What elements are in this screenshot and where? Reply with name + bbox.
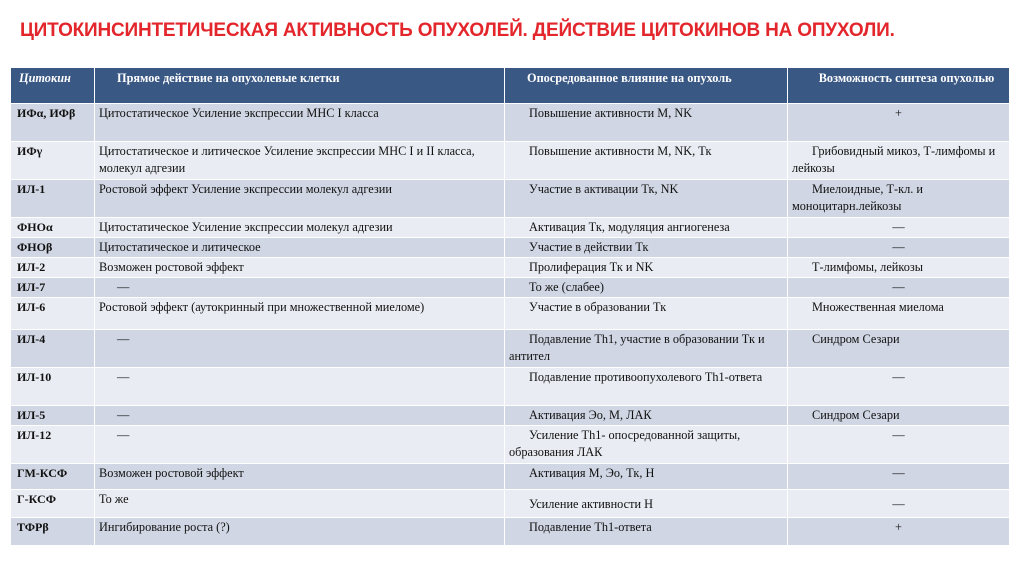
cytokine-name: ИФγ bbox=[11, 142, 95, 180]
direct-action: Цитостатическое и литическое bbox=[95, 238, 505, 258]
cytokine-name: Г-КСФ bbox=[11, 490, 95, 518]
table-header-row bbox=[11, 68, 1010, 104]
direct-action: Ростовой эффект (аутокринный при множественной миеломе) bbox=[95, 298, 505, 330]
cytokine-name: ИЛ-6 bbox=[11, 298, 95, 330]
direct-action: То же bbox=[95, 490, 505, 518]
table-row bbox=[11, 464, 1010, 490]
cytokine-name: ИЛ-7 bbox=[11, 278, 95, 298]
direct-action: Возможен ростовой эффект bbox=[95, 258, 505, 278]
indirect-influence: Пролиферация Тк и NK bbox=[505, 258, 788, 278]
header-cytokine: Цитокин bbox=[11, 68, 95, 104]
indirect-influence: Подавление Th1, участие в образовании Тк и антител bbox=[505, 330, 788, 368]
direct-action: Ростовой эффект Усиление экспрессии молекул адгезии bbox=[95, 180, 505, 218]
indirect-influence: Подавление противоопухолевого Th1-ответа bbox=[505, 368, 788, 406]
cytokine-name: ИЛ-4 bbox=[11, 330, 95, 368]
synthesis-possibility: Миелоидные, Т-кл. и моноцитарн.лейкозы bbox=[788, 180, 1010, 218]
indirect-influence: Активация Тк, модуляция ангиогенеза bbox=[505, 218, 788, 238]
direct-action: Цитостатическое Усиление экспрессии молекул адгезии bbox=[95, 218, 505, 238]
cytokine-name: ИЛ-2 bbox=[11, 258, 95, 278]
synthesis-possibility: Синдром Сезари bbox=[788, 330, 1010, 368]
indirect-influence: То же (слабее) bbox=[505, 278, 788, 298]
table-row bbox=[11, 368, 1010, 406]
synthesis-possibility: — bbox=[788, 278, 1010, 298]
indirect-influence: Участие в образовании Тк bbox=[505, 298, 788, 330]
table-row bbox=[11, 180, 1010, 218]
indirect-influence: Активация М, Эо, Тк, Н bbox=[505, 464, 788, 490]
cytokine-name: ИФα, ИФβ bbox=[11, 104, 95, 142]
cytokine-name: ИЛ-12 bbox=[11, 426, 95, 464]
table-row bbox=[11, 490, 1010, 518]
table-row bbox=[11, 142, 1010, 180]
cytokine-name: ГМ-КСФ bbox=[11, 464, 95, 490]
table-row bbox=[11, 238, 1010, 258]
cytokine-name: ФНОβ bbox=[11, 238, 95, 258]
table-row bbox=[11, 218, 1010, 238]
indirect-influence: Повышение активности М, NK bbox=[505, 104, 788, 142]
indirect-influence: Активация Эо, М, ЛАК bbox=[505, 406, 788, 426]
indirect-influence: Участие в активации Тк, NK bbox=[505, 180, 788, 218]
direct-action: Цитостатическое Усиление экспрессии МНС I класса bbox=[95, 104, 505, 142]
synthesis-possibility: Множественная миелома bbox=[788, 298, 1010, 330]
direct-action: Цитостатическое и литическое Усиление экспрессии МНС I и II класса, молекул адгезии bbox=[95, 142, 505, 180]
cytokine-table bbox=[10, 67, 1010, 546]
direct-action: — bbox=[95, 330, 505, 368]
direct-action: Возможен ростовой эффект bbox=[95, 464, 505, 490]
cytokine-name: ТФРβ bbox=[11, 518, 95, 546]
header-indirect-influence: Опосредованное влияние на опухоль bbox=[505, 68, 788, 104]
cytokine-name: ИЛ-10 bbox=[11, 368, 95, 406]
synthesis-possibility: Синдром Сезари bbox=[788, 406, 1010, 426]
indirect-influence: Усиление Th1- опосредованной защиты, образования ЛАК bbox=[505, 426, 788, 464]
table-row bbox=[11, 298, 1010, 330]
synthesis-possibility: + bbox=[788, 518, 1010, 546]
direct-action: Ингибирование роста (?) bbox=[95, 518, 505, 546]
indirect-influence: Повышение активности М, NK, Тк bbox=[505, 142, 788, 180]
direct-action: — bbox=[95, 278, 505, 298]
header-synthesis: Возможность синтеза опухолью bbox=[788, 68, 1010, 104]
direct-action: — bbox=[95, 426, 505, 464]
cytokine-name: ИЛ-5 bbox=[11, 406, 95, 426]
synthesis-possibility: + bbox=[788, 104, 1010, 142]
synthesis-possibility: — bbox=[788, 238, 1010, 258]
cytokine-name: ФНОα bbox=[11, 218, 95, 238]
table-row bbox=[11, 426, 1010, 464]
synthesis-possibility: — bbox=[788, 368, 1010, 406]
table-row bbox=[11, 518, 1010, 546]
synthesis-possibility: — bbox=[788, 490, 1010, 518]
synthesis-possibility: — bbox=[788, 426, 1010, 464]
table-row bbox=[11, 278, 1010, 298]
slide-title: ЦИТОКИНСИНТЕТИЧЕСКАЯ АКТИВНОСТЬ ОПУХОЛЕЙ. ДЕЙСТВИЕ ЦИТОКИНОВ НА ОПУХОЛИ. bbox=[20, 20, 895, 41]
indirect-influence: Участие в действии Тк bbox=[505, 238, 788, 258]
direct-action: — bbox=[95, 406, 505, 426]
indirect-influence: Подавление Th1-ответа bbox=[505, 518, 788, 546]
table-row bbox=[11, 330, 1010, 368]
synthesis-possibility: — bbox=[788, 464, 1010, 490]
header-direct-action: Прямое действие на опухолевые клетки bbox=[95, 68, 505, 104]
direct-action: — bbox=[95, 368, 505, 406]
synthesis-possibility: — bbox=[788, 218, 1010, 238]
cytokine-name: ИЛ-1 bbox=[11, 180, 95, 218]
table-row bbox=[11, 104, 1010, 142]
synthesis-possibility: Грибовидный микоз, Т-лимфомы и лейкозы bbox=[788, 142, 1010, 180]
table-row bbox=[11, 258, 1010, 278]
table-row bbox=[11, 406, 1010, 426]
synthesis-possibility: Т-лимфомы, лейкозы bbox=[788, 258, 1010, 278]
indirect-influence: Усиление активности Н bbox=[505, 490, 788, 518]
